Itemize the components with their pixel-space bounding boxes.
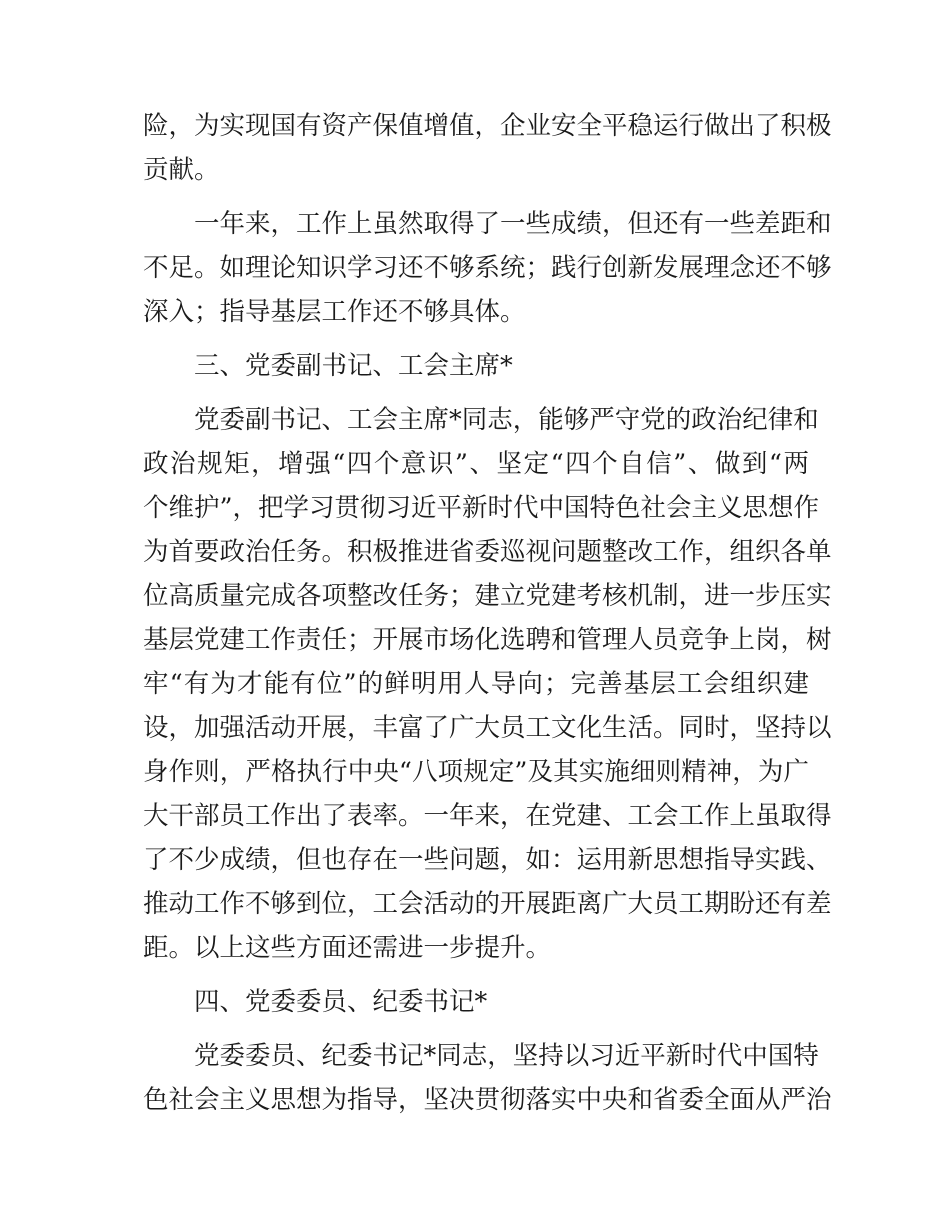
text-line: 一年来，工作上虽然取得了一些成绩，但还有一些差距和: [194, 209, 832, 239]
paragraph-deputy-secretary: [143, 398, 832, 970]
text-line: 政治规矩，增强“四个意识”、坚定“四个自信”、做到“两: [143, 449, 809, 479]
text-line: 不足。如理论知识学习还不够系统；践行创新发展理念还不够: [143, 253, 832, 283]
text-line: 色社会主义思想为指导，坚决贯彻落实中央和省委全面从严治: [143, 1085, 832, 1115]
paragraph-continuation: [143, 104, 832, 192]
text-line: 个维护”，把学习贯彻习近平新时代中国特色社会主义思想作: [143, 493, 820, 523]
paragraph-shortcomings: [143, 202, 832, 334]
text-line: 身作则，严格执行中央“八项规定”及其实施细则精神，为广: [143, 757, 809, 787]
text-line: 党委副书记、工会主席*同志，能够严守党的政治纪律和: [194, 405, 819, 435]
heading-text: 四、党委委员、纪委书记*: [194, 987, 488, 1017]
text-line: 深入；指导基层工作还不够具体。: [143, 297, 526, 327]
text-line: 距。以上这些方面还需进一步提升。: [143, 933, 552, 963]
text-line: 大干部员工作出了表率。一年来，在党建、工会工作上虽取得: [143, 801, 832, 831]
section-heading-4: [143, 980, 809, 1024]
text-line: 险，为实现国有资产保值增值，企业安全平稳运行做出了积极: [143, 111, 832, 141]
paragraph-discipline-secretary: [143, 1034, 832, 1122]
text-line: 位高质量完成各项整改任务；建立党建考核机制，进一步压实: [143, 581, 832, 611]
text-line: 贡献。: [143, 155, 220, 185]
text-line: 牢“有为才能有位”的鲜明用人导向；完善基层工会组织建: [143, 669, 809, 699]
text-line: 推动工作不够到位，工会活动的开展距离广大员工期盼还有差: [143, 889, 832, 919]
text-line: 设，加强活动开展，丰富了广大员工文化生活。同时，坚持以: [143, 713, 832, 743]
text-line: 党委委员、纪委书记*同志，坚持以习近平新时代中国特: [194, 1041, 819, 1071]
document-body: [143, 104, 832, 1122]
text-line: 为首要政治任务。积极推进省委巡视问题整改工作，组织各单: [143, 537, 832, 567]
text-line: 基层党建工作责任；开展市场化选聘和管理人员竞争上岗，树: [143, 625, 832, 655]
heading-text: 三、党委副书记、工会主席*: [194, 351, 513, 381]
section-heading-3: [143, 344, 809, 388]
text-line: 了不少成绩，但也存在一些问题，如：运用新思想指导实践、: [143, 845, 832, 875]
